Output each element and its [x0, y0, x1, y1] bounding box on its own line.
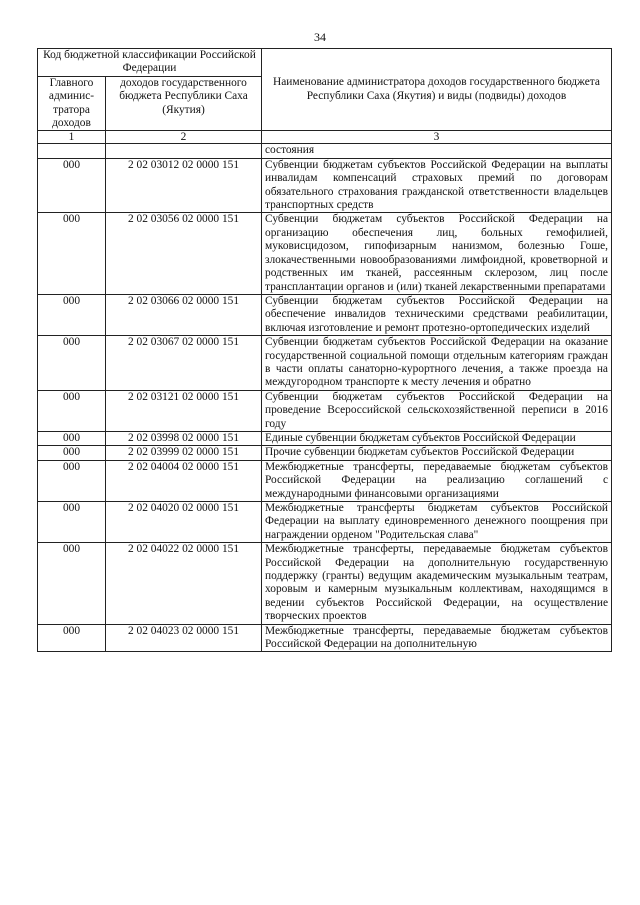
income-code: 2 02 03067 02 0000 151 [106, 336, 262, 391]
table-row [38, 144, 612, 158]
header-name: Наименование администратора доходов государственного бюджета Республики Саха (Якутия) и виды (подвиды) доходов [262, 49, 612, 131]
income-name: Субвенции бюджетам субъектов Российской Федерации на проведение Всероссийской сельскохозяйственной переписи в 2016 году [262, 390, 612, 431]
admin-code: 000 [38, 543, 106, 624]
income-code: 2 02 03121 02 0000 151 [106, 390, 262, 431]
income-name: Межбюджетные трансферты, передаваемые бюджетам субъектов Российской Федерации на дополнительную государственную поддержку (гранты) ведущим академическим музыкальным театрам, хоровым и камерным музыкальным коллективам, находящимся в ведении субъектов Российской Федерации, на осуществление творческих проектов [262, 543, 612, 624]
income-code: 2 02 04020 02 0000 151 [106, 502, 262, 543]
income-name: Единые субвенции бюджетам субъектов Российской Федерации [262, 431, 612, 445]
table-row [38, 446, 612, 460]
table-row [38, 460, 612, 501]
table-row [38, 336, 612, 391]
table-row [38, 624, 612, 652]
admin-code: 000 [38, 502, 106, 543]
admin-code: 000 [38, 294, 106, 335]
budget-classification-table [37, 48, 612, 652]
admin-code: 000 [38, 158, 106, 213]
header-admin: Главного админис-тратора доходов [38, 76, 106, 131]
header-col1-number: 1 [38, 131, 106, 144]
admin-code: 000 [38, 390, 106, 431]
income-name: Межбюджетные трансферты, передаваемые бюджетам субъектов Российской Федерации на реализацию соглашений с международными финансовыми организациями [262, 460, 612, 501]
income-code: 2 02 04023 02 0000 151 [106, 624, 262, 652]
income-code: 2 02 03056 02 0000 151 [106, 213, 262, 294]
income-code: 2 02 04022 02 0000 151 [106, 543, 262, 624]
table-row [38, 158, 612, 213]
table-row [38, 213, 612, 294]
header-row-1 [38, 49, 612, 77]
income-name: Субвенции бюджетам субъектов Российской Федерации на выплаты инвалидам компенсаций страховых премий по договорам обязательного страхования гражданской ответственности владельцев транспортных средств [262, 158, 612, 213]
table-row [38, 390, 612, 431]
admin-code: 000 [38, 213, 106, 294]
page-number: 34 [314, 30, 326, 44]
income-name: Межбюджетные трансферты, передаваемые бюджетам субъектов Российской Федерации на дополнительную [262, 624, 612, 652]
table-row [38, 543, 612, 624]
header-column-numbers [38, 131, 612, 144]
admin-code: 000 [38, 460, 106, 501]
header-classification: Код бюджетной классификации Российской Федерации [38, 49, 262, 77]
header-col2-number: 2 [106, 131, 262, 144]
admin-code: 000 [38, 336, 106, 391]
income-code [106, 144, 262, 158]
income-code: 2 02 03998 02 0000 151 [106, 431, 262, 445]
income-code: 2 02 03012 02 0000 151 [106, 158, 262, 213]
income-name: Субвенции бюджетам субъектов Российской Федерации на обеспечение инвалидов техническими средствами реабилитации, включая изготовление и ремонт протезно-ортопедических изделий [262, 294, 612, 335]
income-name: Прочие субвенции бюджетам субъектов Российской Федерации [262, 446, 612, 460]
income-name: Субвенции бюджетам субъектов Российской Федерации на организацию обеспечения лиц, больных гемофилией, муковисцидозом, гипофизарным нанизмом, болезнью Гоше, злокачественными новообразованиями лимфоидной, кроветворной и родственных им тканей, рассеянным склерозом, лиц после трансплантации органов и (или) тканей лекарственными препаратами [262, 213, 612, 294]
admin-code: 000 [38, 624, 106, 652]
admin-code [38, 144, 106, 158]
header-income: доходов государственного бюджета Республики Саха (Якутия) [106, 76, 262, 131]
table-row [38, 294, 612, 335]
admin-code: 000 [38, 446, 106, 460]
income-name: Субвенции бюджетам субъектов Российской Федерации на оказание государственной социальной помощи отдельным категориям граждан в части оплаты санаторно-курортного лечения, а также проезда на междугородном транспорте к месту лечения и обратно [262, 336, 612, 391]
header-col3-number: 3 [262, 131, 612, 144]
table-row [38, 431, 612, 445]
income-name: состояния [262, 144, 612, 158]
income-code: 2 02 03066 02 0000 151 [106, 294, 262, 335]
income-name: Межбюджетные трансферты бюджетам субъектов Российской Федерации на выплату единовременного денежного поощрения при награждении орденом "Родительская слава" [262, 502, 612, 543]
income-code: 2 02 03999 02 0000 151 [106, 446, 262, 460]
admin-code: 000 [38, 431, 106, 445]
income-code: 2 02 04004 02 0000 151 [106, 460, 262, 501]
table-row [38, 502, 612, 543]
